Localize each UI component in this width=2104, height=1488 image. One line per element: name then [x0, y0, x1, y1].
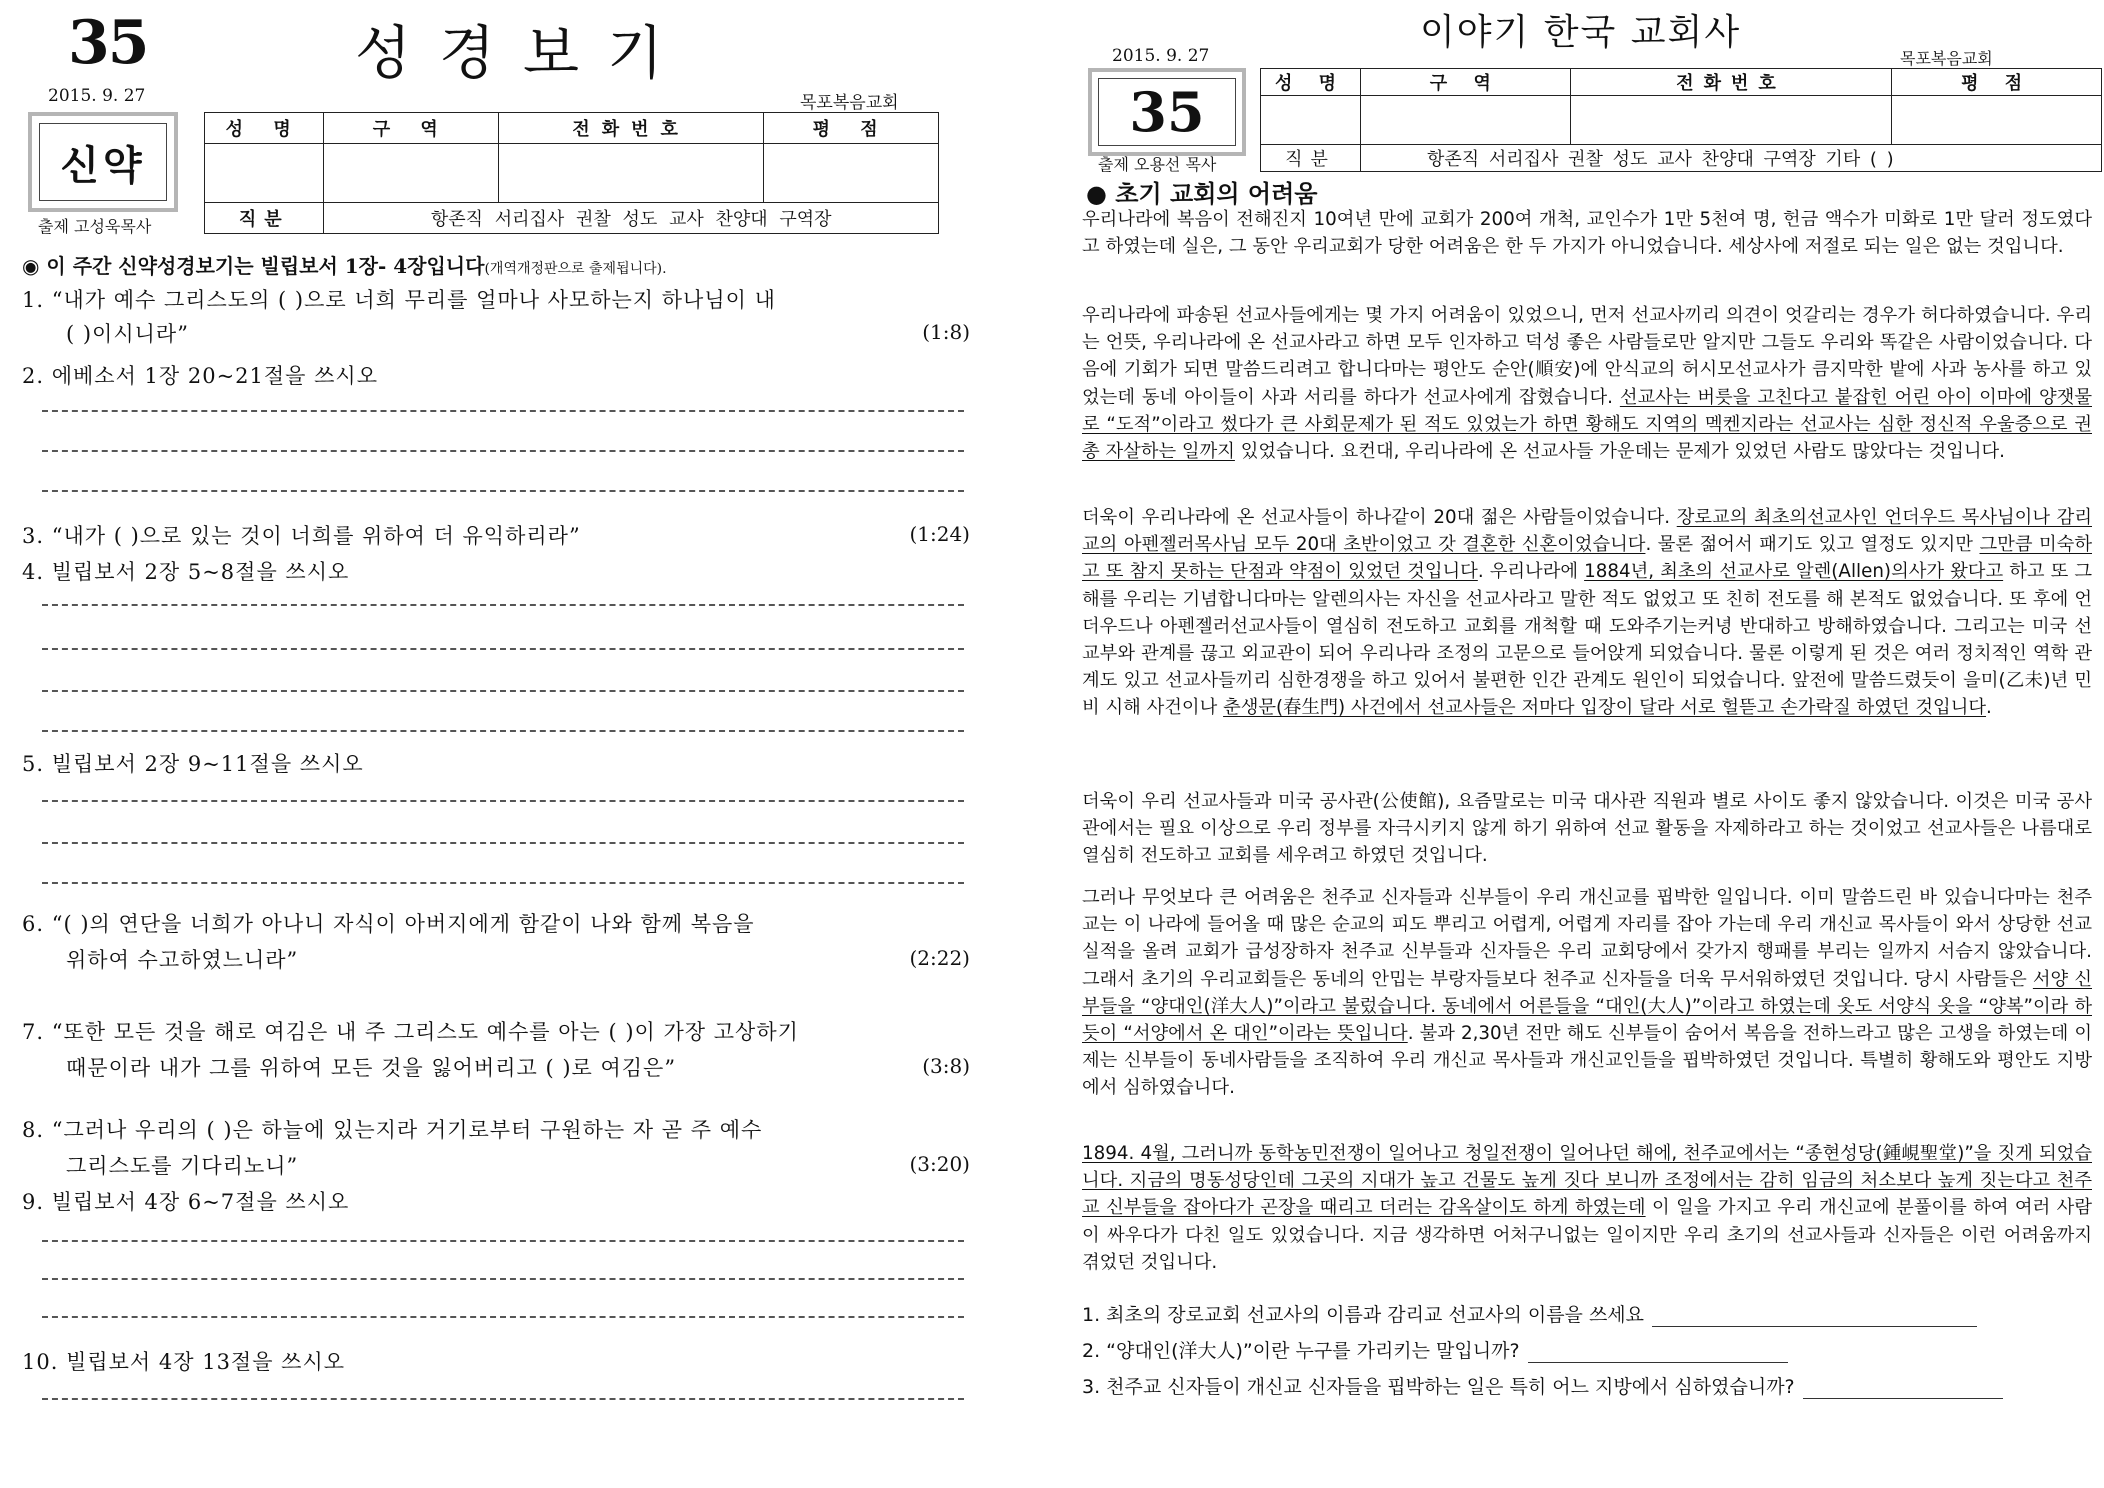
answer-line[interactable] — [42, 730, 964, 732]
header-district: 구 역 — [324, 113, 499, 144]
testament-badge — [28, 112, 178, 212]
date: 2015. 9. 27 — [48, 86, 146, 106]
paragraph-3 — [1082, 504, 2092, 722]
header-district: 구 역 — [1361, 69, 1571, 96]
underlined-text: 춘생문(春生門) 사건에서 선교사들은 저마다 입장이 달라 서로 헐뜯고 손가락질 하였던 것입니다 — [1223, 697, 1987, 719]
review-question-text: 1. 최초의 장로교회 선교사의 이름과 감리교 선교사의 이름을 쓰세요 — [1082, 1304, 1645, 1326]
score-field[interactable] — [764, 144, 939, 203]
question-3-ref: (1:24) — [909, 522, 970, 546]
role-label: 직분 — [205, 203, 324, 234]
question-9: 9. 빌립보서 4장 6~7절을 쓰시오 — [22, 1190, 350, 1214]
review-question-3 — [1082, 1372, 2003, 1399]
question-7-line-2: 때문이라 내가 그를 위하여 모든 것을 잃어버리고 ( )로 여김은” — [66, 1056, 677, 1080]
question-4: 4. 빌립보서 2장 5~8절을 쓰시오 — [22, 560, 350, 584]
author: 출제 고성욱목사 — [38, 217, 152, 236]
instruction-note: (개역개정판으로 출제됩니다). — [484, 261, 667, 277]
header-phone: 전화번호 — [499, 113, 764, 144]
question-1-line-1: 1. “내가 예수 그리스도의 ( )으로 너희 무리를 얼마나 사모하는지 하나님이 내 — [22, 288, 776, 312]
name-field[interactable] — [1261, 96, 1361, 145]
paragraph-2 — [1082, 302, 2092, 465]
review-question-2 — [1082, 1336, 1788, 1363]
question-6-ref: (2:22) — [909, 946, 970, 970]
answer-line[interactable] — [42, 410, 964, 412]
review-question-text: 3. 천주교 신자들이 개신교 신자들을 핍박하는 일은 특히 어느 지방에서 심하였습니까? — [1082, 1376, 1795, 1398]
answer-line[interactable] — [42, 1398, 964, 1400]
left-page — [0, 0, 1000, 1488]
info-table — [204, 112, 939, 234]
church-name: 목포복음교회 — [1900, 49, 1993, 68]
paragraph-text: . 불과 2,30년 전만 해도 신부들이 숨어서 복음을 전하느라고 많은 고생을 하였는데 이제는 신부들이 동네사람들을 조직하여 우리 개신교 목사들과 개신교인들을 핍박하였던 것입니다. 특별히 황해도와 평안도 지방에서 심하였습니다. — [1082, 1023, 2092, 1099]
testament-label: 신약 — [39, 123, 167, 201]
review-question-text: 2. “양대인(洋大人)”이란 누구를 가리키는 말입니까? — [1082, 1340, 1520, 1362]
district-field[interactable] — [324, 144, 499, 203]
role-options[interactable]: 항존직 서리집사 권찰 성도 교사 찬양대 구역장 — [324, 203, 939, 234]
church-name: 목포복음교회 — [800, 93, 899, 113]
header-score: 평 점 — [1892, 69, 2102, 96]
instruction-text: ◉ 이 주간 신약성경보기는 빌립보서 1장- 4장입니다 — [22, 254, 485, 278]
paragraph-text: 하고 또 그 해를 우리는 기념합니다마는 알렌의사는 자신을 선교사라고 말한 적도 없었고 또 친히 전도를 해 본적도 없었습니다. 또 후에 언더우드나 아펜젤러선교사들이 열심히 전도하고 교회를 개척할 때 도와주기는커녕 반대하고 방해하였습니다. 그리고는 미국 선교부와 관계를 끊고 외교관이 되어 우리나라 조정의 고문으로 들어앉게 되었습니다. 물론 이렇게 된 것은 여러 정치적인 역학 관계도 있고 선교사들끼리 심한경쟁을 하고 있어서 불편한 인간 관계도 원인이 되었습니다. 앞전에 말씀드렸듯이 을미(乙未)년 민비 시해 사건이나 — [1082, 561, 2093, 719]
issue-number: 35 — [1098, 78, 1236, 146]
paragraph-text: . — [1986, 697, 1992, 719]
question-3: 3. “내가 ( )으로 있는 것이 너희를 위하여 더 유익하리라” — [22, 524, 581, 548]
question-8-ref: (3:20) — [909, 1152, 970, 1176]
answer-line[interactable] — [42, 604, 964, 606]
question-7-line-1: 7. “또한 모든 것을 해로 여김은 내 주 그리스도 예수를 아는 ( )이 가장 고상하기 — [22, 1020, 799, 1044]
author: 출제 오용선 목사 — [1098, 155, 1217, 174]
paragraph-text: . 우리나라에 — [1477, 561, 1585, 583]
paragraph-6 — [1082, 1140, 2092, 1276]
question-6-line-1: 6. “( )의 연단을 너희가 아나니 자식이 아버지에게 함같이 나와 함께 복음을 — [22, 912, 755, 936]
answer-line[interactable] — [42, 490, 964, 492]
issue-number: 35 — [68, 8, 148, 78]
paragraph-1: 우리나라에 복음이 전해진지 10여년 만에 교회가 200여 개척, 교인수가 1만 5천여 명, 헌금 액수가 미화로 1만 달러 정도였다고 하였는데 실은, 그 동안 우리교회가 당한 어려움은 한 두 가지가 아니었습니다. 세상사에 저절로 되는 일은 없는 것입니다. — [1082, 209, 2092, 258]
info-table — [1260, 68, 2102, 172]
role-label: 직분 — [1261, 145, 1361, 172]
underlined-text: 서양 신부들을 “양대인(洋大人)”이라고 불렀습니다. 동네에서 어른들을 “대인(大人)”이라고 하였는데 옷도 서양식 옷을 “양복”이라 하듯이 “서양에서 온 대인”이라는 뜻입니다 — [1082, 968, 2092, 1045]
header-score: 평 점 — [764, 113, 939, 144]
answer-line[interactable] — [42, 800, 964, 802]
paragraph-text: 우리나라에 파송된 선교사들에게는 몇 가지 어려움이 있었으니, 먼저 선교사끼리 의견이 엇갈리는 경우가 허다하였습니다. 우리는 언뜻, 우리나라에 온 선교사라고 하면 모두 인자하고 덕성 좋은 사람들로만 알지만 그들도 우리와 똑같은 사람이었습니다. 다음에 기회가 되면 말씀드리려고 합니다마는 평안도 순안(順安)에 안식교의 허시모선교사가 큼지막한 밭에 사과 농사를 하고 있었는데 동네 아이들이 사과 서리를 하다가 선교사에게 잡혔습니다. — [1082, 305, 2092, 408]
paragraph-text: 그러나 무엇보다 큰 어려움은 천주교 신자들과 신부들이 우리 개신교를 핍박한 일입니다. 이미 말씀드린 바 있습니다마는 천주교는 이 나라에 들어올 때 많은 순교의 피도 뿌리고 어렵게, 어렵게 자리를 잡아 가는데 우리 개신교 목사들이 와서 상당한 선교 실적을 올려 교회가 급성장하자 천주교 신부들과 신자들은 우리 교회당에서 갖가지 행패를 부리는 일까지 서슴지 않았습니다. 그래서 초기의 우리교회들은 동네의 안밉는 부랑자들보다 천주교 신자들을 더욱 무서워하였던 것입니다. 당시 사람들은 — [1082, 887, 2092, 990]
review-question-1 — [1082, 1300, 1977, 1327]
underlined-text: 1894. 4월, 그러니까 동학농민전쟁이 일어나고 청일전쟁이 일어나던 해에, 천주교에서는 “종현성당(鍾峴聖堂)”을 짓게 되었습니다. 지금의 명동성당인데 그곳의 지대가 높고 건물도 높게 짓다 보니까 조정에서는 감히 임금의 처소보다 높게 짓는다고 천주교 신부들을 잡아다가 곤장을 때리고 더러는 감옥살이도 하게 하였는데 — [1082, 1143, 2092, 1219]
answer-line[interactable] — [42, 1316, 964, 1318]
question-10: 10. 빌립보서 4장 13절을 쓰시오 — [22, 1350, 346, 1374]
question-1-line-2: ( )이시니라” — [66, 322, 189, 346]
header-phone: 전화번호 — [1570, 69, 1892, 96]
paragraph-4: 더욱이 우리 선교사들과 미국 공사관(公使館), 요즘말로는 미국 대사관 직원과 별로 사이도 좋지 않았습니다. 이것은 미국 공사관에서는 필요 이상으로 우리 정부를 자극시키지 않게 하기 위하여 선교 활동을 자제하라고 하는 것이었고 선교사들은 나름대로 열심히 전도하고 교회를 세우려고 하였던 것입니다. — [1082, 791, 2092, 867]
answer-line[interactable] — [42, 648, 964, 650]
paragraph-text: . 물론 젊어서 패기도 있고 열정도 있지만 — [1645, 534, 1980, 556]
question-2: 2. 에베소서 1장 20~21절을 쓰시오 — [22, 364, 378, 388]
paragraph-text: 더욱이 우리나라에 온 선교사들이 하나같이 20대 젊은 사람들이었습니다. — [1082, 507, 1677, 528]
question-6-line-2: 위하여 수고하였느니라” — [66, 948, 299, 972]
date: 2015. 9. 27 — [1112, 46, 1210, 66]
answer-line[interactable] — [42, 450, 964, 452]
underlined-text: 1884년, 최초의 선교사로 알렌(Allen)의사가 왔다고 — [1584, 561, 2004, 583]
name-field[interactable] — [205, 144, 324, 203]
answer-line[interactable] — [42, 1278, 964, 1280]
phone-field[interactable] — [499, 144, 764, 203]
underlined-text: 그만큼 미숙하고 또 참지 못하는 단점과 약점이 있었던 것입니다 — [1082, 534, 2092, 583]
role-options[interactable]: 항존직 서리집사 권찰 성도 교사 찬양대 구역장 기타 ( ) — [1361, 145, 2102, 172]
question-1-ref: (1:8) — [922, 320, 970, 344]
district-field[interactable] — [1361, 96, 1571, 145]
answer-line[interactable] — [42, 842, 964, 844]
question-8-line-2: 그리스도를 기다리노니” — [66, 1154, 299, 1178]
issue-number-badge — [1088, 68, 1246, 156]
right-page — [1060, 0, 2104, 1488]
header-name: 성 명 — [1261, 69, 1361, 96]
question-5: 5. 빌립보서 2장 9~11절을 쓰시오 — [22, 752, 364, 776]
answer-line[interactable] — [42, 690, 964, 692]
phone-field[interactable] — [1570, 96, 1892, 145]
instruction — [22, 250, 667, 279]
paragraph-text: 이 일을 가지고 우리 개신교에 분풀이를 하여 여러 사람이 싸우다가 다친 일도 있었습니다. 지금 생각하면 어처구니없는 일이지만 우리 초기의 선교사들과 신자들은 이런 어려움까지 겪었던 것입니다. — [1082, 1197, 2092, 1273]
answer-line[interactable] — [42, 1240, 964, 1242]
answer-blank[interactable] — [1803, 1378, 2003, 1399]
answer-blank[interactable] — [1528, 1342, 1788, 1363]
page-title: 성경보기 — [355, 19, 692, 87]
paragraph-text: 있었습니다. 요컨대, 우리나라에 온 선교사들 가운데는 문제가 있었던 사람도 많았다는 것입니다. — [1234, 441, 2005, 463]
paragraph-5 — [1082, 884, 2092, 1102]
underlined-text: 선교사는 버릇을 고친다고 붙잡힌 어린 아이 이마에 양잿물로 “도적”이라고 썼다가 큰 사회문제가 된 적도 있었는가 하면 황해도 지역의 멕켄지라는 선교사는 심한 정신적 우울증으로 권총 자살하는 일까지 — [1082, 386, 2092, 463]
answer-blank[interactable] — [1652, 1306, 1977, 1327]
page-title: 이야기 한국 교회사 — [1420, 12, 1742, 53]
section-heading: ● 초기 교회의 어려움 — [1086, 180, 1318, 208]
question-8-line-1: 8. “그러나 우리의 ( )은 하늘에 있는지라 거기로부터 구원하는 자 곧 주 예수 — [22, 1118, 763, 1142]
answer-line[interactable] — [42, 882, 964, 884]
underlined-text: 장로교의 최초의선교사인 언더우드 목사님이나 감리교의 아펜젤러목사님 모두 20대 초반이었고 갓 결혼한 신혼이었습니다 — [1082, 507, 2092, 556]
question-7-ref: (3:8) — [922, 1054, 970, 1078]
score-field[interactable] — [1892, 96, 2102, 145]
header-name: 성 명 — [205, 113, 324, 144]
